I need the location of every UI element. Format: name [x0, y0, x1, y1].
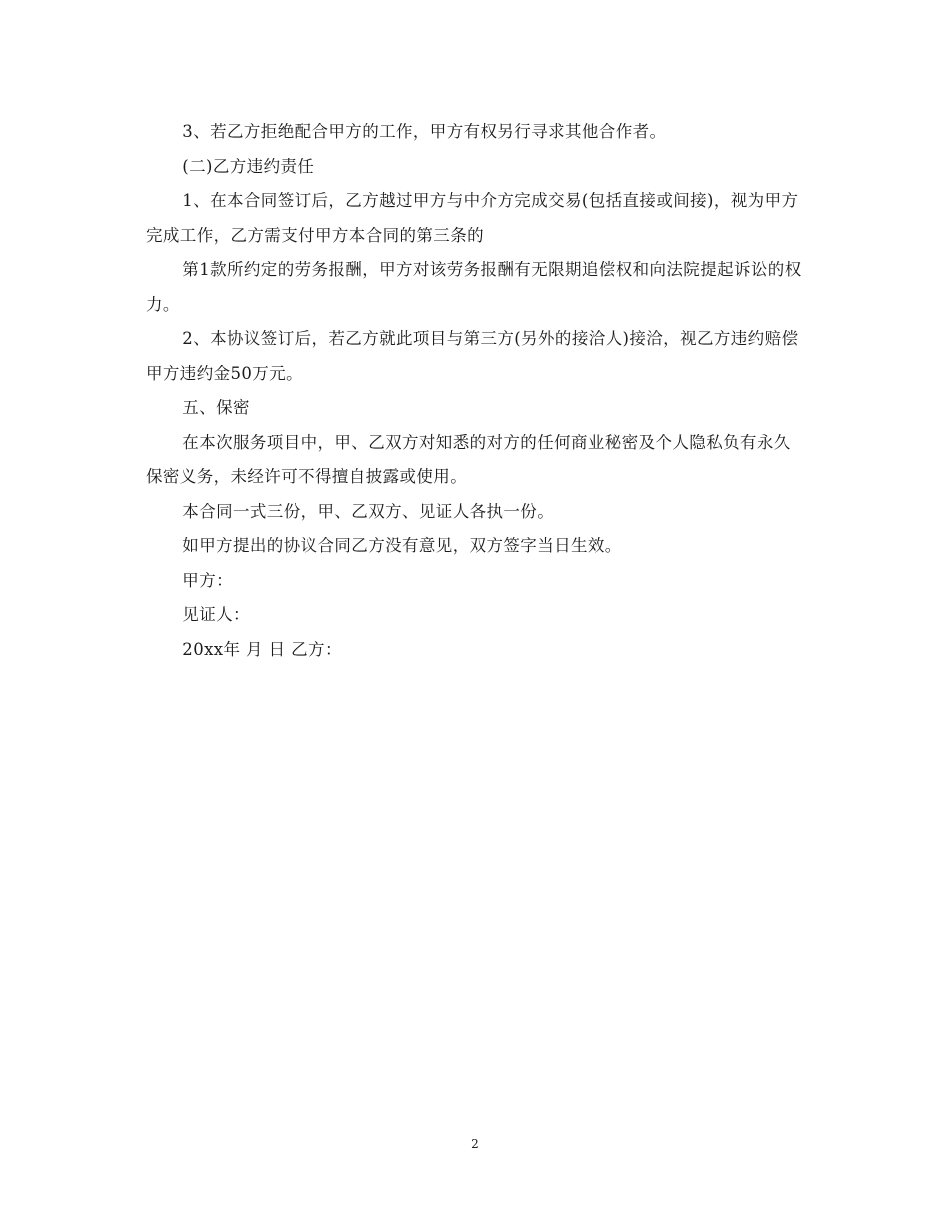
signature-witness: 见证人：	[182, 605, 250, 624]
paragraph-confidentiality: 在本次服务项目中，甲、乙双方对知悉的对方的任何商业秘密及个人隐私负有永久保密义务，未经许可不得擅自披露或使用。	[146, 432, 791, 486]
section-heading-breach: (二)乙方违约责任	[182, 156, 315, 176]
paragraph-remuneration: 第1款所约定的劳务报酬，甲方对该劳务报酬有无限期追偿权和向法院提起诉讼的权力。	[146, 260, 802, 314]
paragraph-breach-2: 2、本协议签订后，若乙方就此项目与第三方(另外的接洽人)接洽，视乙方违约赔偿甲方违约金50万元。	[146, 329, 799, 383]
paragraph-effective: 如甲方提出的协议合同乙方没有意见，双方签字当日生效。	[182, 536, 622, 555]
paragraph-copies: 本合同一式三份，甲、乙双方、见证人各执一份。	[182, 501, 555, 521]
signature-date-party-b: 20xx年 月 日 乙方：	[182, 639, 342, 659]
paragraph-clause-3: 3、若乙方拒绝配合甲方的工作，甲方有权另行寻求其他合作者。	[182, 122, 667, 141]
signature-party-a: 甲方：	[182, 570, 233, 590]
section-heading-confidentiality: 五、保密	[182, 398, 250, 417]
document-body	[146, 115, 806, 667]
page-number: 2	[471, 1137, 479, 1151]
paragraph-breach-1: 1、在本合同签订后，乙方越过甲方与中介方完成交易(包括直接或间接)，视为甲方完成工作，乙方需支付甲方本合同的第三条的	[146, 191, 799, 245]
